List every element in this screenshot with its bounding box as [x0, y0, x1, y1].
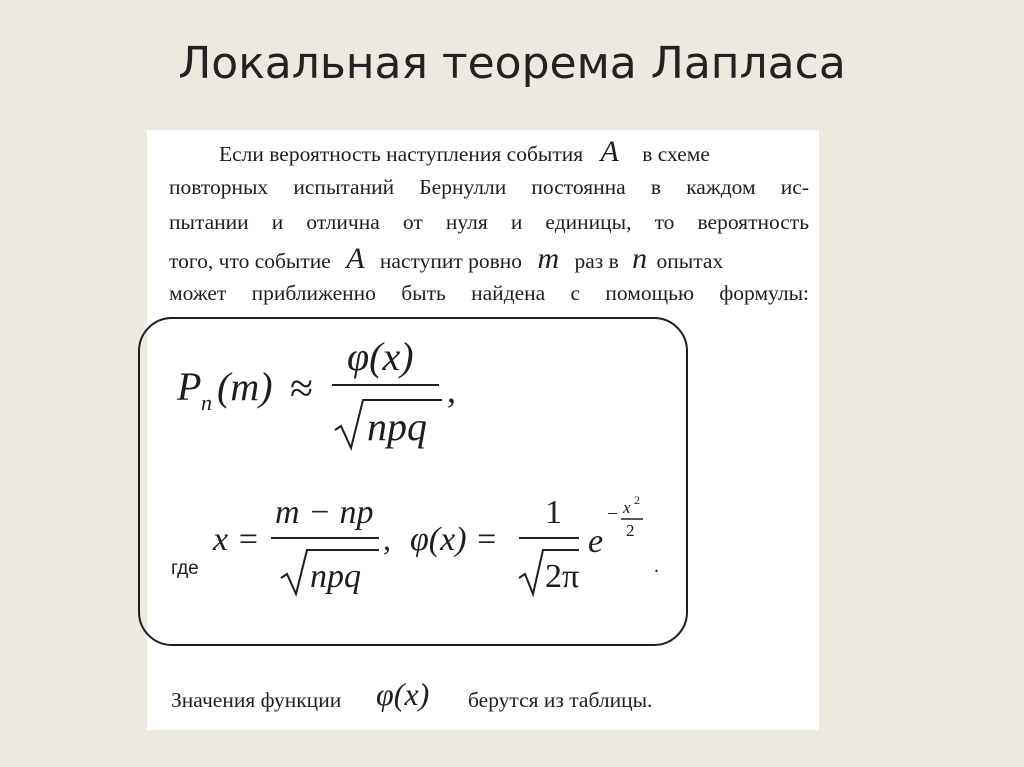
exp-base: e [588, 523, 604, 560]
phi-def-lhs: φ(x) = [410, 521, 498, 558]
theorem-line-3: пытании и отлична от нуля и единицы, то вероятность [169, 210, 809, 234]
event-variable: A [600, 135, 619, 168]
theorem-text-4a: того, что событие [169, 248, 331, 273]
formula-lhs-sub: n [201, 390, 212, 415]
main-comma: , [447, 370, 456, 410]
where-label: где [171, 558, 199, 579]
theorem-panel [147, 130, 819, 730]
formula-lhs-arg: (m) [217, 364, 273, 409]
theorem-line-2: повторных испытаний Бернулли постоянна в каждом ис- [169, 174, 809, 199]
event-variable-2: A [346, 241, 365, 275]
m-variable: m [537, 241, 560, 275]
theorem-text-1b: в схеме [642, 142, 710, 166]
theorem-text-1a: Если вероятность наступления события [219, 142, 584, 166]
formula-period: . [654, 555, 659, 577]
exp-denominator: 2 [626, 521, 635, 540]
x-def-lhs: x = [213, 521, 260, 558]
values-phi-symbol: φ(x) [376, 676, 430, 712]
x-def-comma: , [383, 521, 391, 557]
theorem-line-5: может приближенно быть найдена с помощью формулы: [169, 281, 809, 305]
formula-lhs-p: P [177, 364, 202, 409]
approx-sign: ≈ [290, 366, 314, 412]
values-text-pre: Значения функции [171, 688, 342, 712]
exp-numerator-power: 2 [634, 493, 640, 507]
x-def-denominator: npq [310, 558, 361, 595]
exp-minus: − [607, 503, 619, 525]
theorem-text-4c: раз в [574, 248, 619, 273]
theorem-text-4b: наступит ровно [379, 248, 523, 273]
x-def-numerator: m − np [275, 494, 374, 531]
phi-def-numerator: 1 [545, 494, 562, 531]
values-text-post: берутся из таблицы. [468, 688, 653, 712]
n-variable: n [632, 241, 648, 275]
formula-svg [147, 130, 819, 730]
phi-def-denominator: 2π [545, 558, 580, 595]
exp-numerator: x [623, 498, 631, 517]
values-line [171, 676, 811, 726]
theorem-text-4d: опытах [656, 248, 724, 273]
main-numerator: φ(x) [347, 334, 414, 379]
main-denominator: npq [367, 404, 427, 449]
slide-title: Локальная теорема Лапласа [178, 38, 846, 89]
